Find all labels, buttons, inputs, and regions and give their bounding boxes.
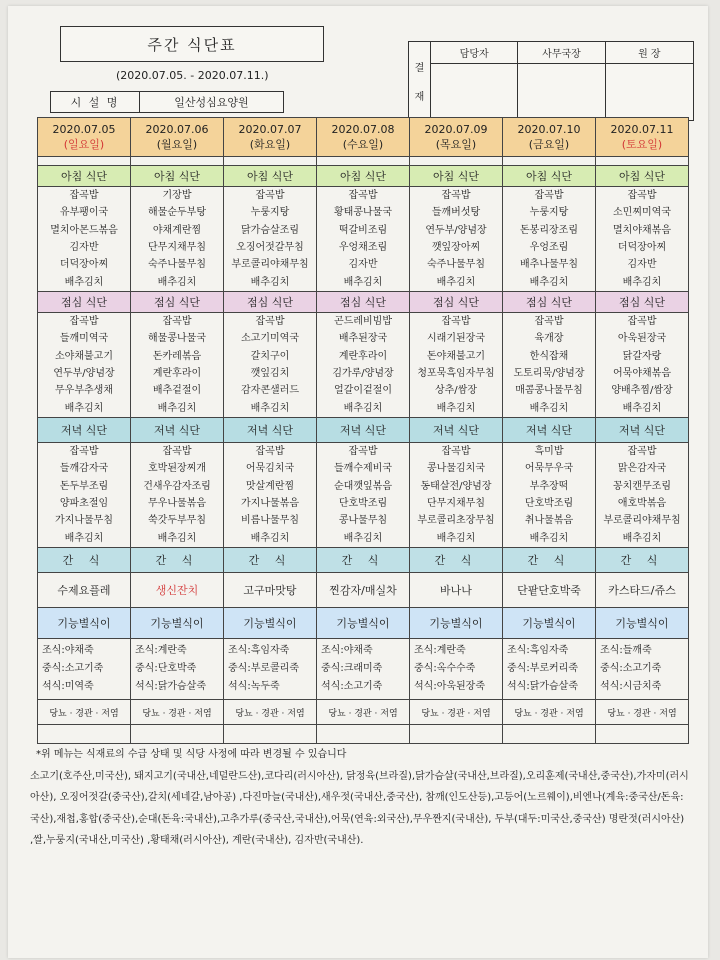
day-date: 2020.07.05 <box>52 123 116 136</box>
day-header <box>410 118 503 157</box>
menu-item: 김자반 <box>69 242 99 253</box>
menu-item: 잡곡밥 <box>255 446 285 458</box>
porridge-item: 조식:야채죽 <box>321 645 373 656</box>
day-date: 2020.07.09 <box>424 123 488 136</box>
menu-item: 배추김치 <box>343 276 383 288</box>
menu-item: 호박된장찌개 <box>148 463 206 475</box>
condition-row <box>38 639 689 700</box>
menu-item: 배추김치 <box>622 532 662 544</box>
lunch-section-label: 점심 식단 <box>38 292 131 313</box>
menu-item: 떡갈비조림 <box>338 224 388 236</box>
menu-item: 곤드레비빔밥 <box>334 316 392 328</box>
menu-item: 콩나물무침 <box>338 515 388 527</box>
approval-col-manager: 담당자 <box>431 42 518 64</box>
menu-item: 숙주나물무침 <box>427 259 485 271</box>
menu-item: 잡곡밥 <box>627 190 657 202</box>
menu-item: 누룽지탕 <box>529 207 569 219</box>
functional-diet-section-label: 기능별식이 <box>596 608 689 639</box>
menu-item: 얼갈이겉절이 <box>334 385 392 397</box>
menu-item: 한식잡채 <box>529 350 569 362</box>
lunch-section-label: 점심 식단 <box>224 292 317 313</box>
menu-item: 매콤콩나물무침 <box>515 385 583 397</box>
porridge-item: 중식:단호박죽 <box>135 663 197 674</box>
dinner-header-row <box>38 418 689 443</box>
approval-sign-director <box>606 64 693 120</box>
porridge-cell <box>317 639 410 700</box>
menu-item: 배추김치 <box>157 532 197 544</box>
snack-cell: 찐감자/매실차 <box>317 573 410 608</box>
menu-item: 콩나물김치국 <box>427 463 485 475</box>
menu-item: 어묵야채볶음 <box>613 368 671 379</box>
day-header <box>131 118 224 157</box>
lunch-cell <box>131 313 224 418</box>
porridge-item: 조식:계란죽 <box>414 645 466 656</box>
porridge-item: 조식:들깨죽 <box>600 645 652 656</box>
breakfast-cell <box>596 187 689 292</box>
porridge-item: 중식:소고기죽 <box>600 663 662 674</box>
menu-item: 동태살전/양념장 <box>420 480 492 492</box>
day-header <box>38 118 131 157</box>
origin-text: 소고기(호주산,미국산), 돼지고기(국내산,네덜란드산),코다리(러시아산), 닭정육(브라질),닭가슴살(국내산,브라질),오리훈제(국내산,중국산),가자미(러시아산), 오징어젓갈(중국산),갈치(세네갈,남아공) ,다진마늘(국내산),새우젓(국내산,중국산), 참깨(인도산등),고등어(노르웨이),비엔나(계육:중국산/돈육:국산),재첩,홍합(중국산),순대(돈육:국내산),고추가루(중국산,국내산),어묵(연육:외국산),무우짠지(국내산), 두부(대두:미국산,중국산) 명란젓(러시아산) ,쌀,누룽지(국내산,미국산) ,황태채(러시아산), 계란(국내산), 김자반(국내산). <box>30 770 689 846</box>
diet-type-row <box>38 700 689 725</box>
menu-item: 들깨감자국 <box>59 463 109 475</box>
day-of-week: (목요일) <box>435 138 477 151</box>
menu-item: 소민찌미역국 <box>613 207 671 219</box>
menu-item: 맑은감자국 <box>617 463 667 475</box>
menu-item: 단무지채무침 <box>427 498 485 509</box>
menu-item: 기장밥 <box>162 190 192 202</box>
lunch-cell <box>38 313 131 418</box>
porridge-cell <box>38 639 131 700</box>
menu-item: 해물콩나물국 <box>148 333 206 345</box>
day-date: 2020.07.11 <box>610 123 674 136</box>
menu-item: 잡곡밥 <box>534 316 564 328</box>
menu-item: 돈봉리장조림 <box>520 224 578 236</box>
dinner-cell <box>317 443 410 548</box>
porridge-item: 석식:미역죽 <box>42 681 94 692</box>
breakfast-section-label: 아침 식단 <box>596 166 689 187</box>
lunch-section-label: 점심 식단 <box>596 292 689 313</box>
day-of-week: (월요일) <box>156 138 198 151</box>
snack-row <box>38 573 689 608</box>
menu-item: 잡곡밥 <box>162 316 192 328</box>
facility-name: 일산성심요양원 <box>174 96 249 109</box>
menu-item: 연두부/양념장 <box>53 368 115 379</box>
menu-item: 배추김치 <box>157 402 197 414</box>
blank-row <box>38 725 689 744</box>
dinner-cell <box>38 443 131 548</box>
menu-item: 갈치구이 <box>250 350 290 362</box>
menu-item: 배추김치 <box>622 276 662 288</box>
menu-item: 계란후라이 <box>152 368 202 379</box>
menu-item: 들깨미역국 <box>59 333 109 345</box>
menu-item: 잡곡밥 <box>441 190 471 202</box>
dinner-cell <box>410 443 503 548</box>
menu-item: 멸치야채볶음 <box>613 224 671 236</box>
porridge-cell <box>224 639 317 700</box>
breakfast-cell <box>503 187 596 292</box>
menu-item: 잡곡밥 <box>69 446 99 458</box>
menu-item: 잡곡밥 <box>255 190 285 202</box>
lunch-cell <box>317 313 410 418</box>
porridge-cell <box>503 639 596 700</box>
porridge-item: 석식:닭가슴살죽 <box>135 681 206 692</box>
menu-item: 계란후라이 <box>338 350 388 362</box>
approval-sign-manager <box>431 64 518 120</box>
menu-item: 돈두부조림 <box>59 480 109 492</box>
menu-item: 취나물볶음 <box>524 515 574 527</box>
menu-item: 오징어젓갈무침 <box>236 242 304 253</box>
menu-item: 김자반 <box>627 259 657 271</box>
menu-item: 돈야채불고기 <box>427 350 485 362</box>
notes <box>30 744 690 852</box>
date-range: (2020.07.05. - 2020.07.11.) <box>116 69 269 82</box>
snack-cell: 바나나 <box>410 573 503 608</box>
porridge-cell <box>410 639 503 700</box>
menu-item: 들깨수제비국 <box>334 463 392 475</box>
menu-item: 소고기미역국 <box>241 333 299 345</box>
menu-item: 닭갈자랑 <box>622 350 662 362</box>
functional-diet-section-label: 기능별식이 <box>317 608 410 639</box>
menu-item: 해물순두부탕 <box>148 207 206 219</box>
dinner-cell <box>131 443 224 548</box>
functional-diet-section-label: 기능별식이 <box>503 608 596 639</box>
lunch-section-label: 점심 식단 <box>317 292 410 313</box>
lunch-cell <box>503 313 596 418</box>
page-title: 주간 식단표 <box>60 26 324 62</box>
menu-item: 무우부추생채 <box>55 385 113 397</box>
snack-section-label: 간 식 <box>596 548 689 573</box>
menu-item: 김자반 <box>348 259 378 271</box>
dinner-section-label: 저녁 식단 <box>596 418 689 443</box>
lunch-row <box>38 313 689 418</box>
day-date: 2020.07.06 <box>145 123 209 136</box>
menu-item: 우엉조림 <box>529 242 569 253</box>
day-of-week: (금요일) <box>528 138 570 151</box>
dinner-section-label: 저녁 식단 <box>503 418 596 443</box>
lunch-section-label: 점심 식단 <box>410 292 503 313</box>
porridge-item: 중식:옥수수죽 <box>414 663 476 674</box>
menu-item: 배추김치 <box>250 532 290 544</box>
breakfast-section-label: 아침 식단 <box>38 166 131 187</box>
breakfast-section-label: 아침 식단 <box>224 166 317 187</box>
menu-item: 잡곡밥 <box>255 316 285 328</box>
porridge-item: 중식:부로콜리죽 <box>228 663 299 674</box>
day-of-week: (수요일) <box>342 138 384 151</box>
day-date: 2020.07.07 <box>238 123 302 136</box>
menu-item: 배추김치 <box>343 532 383 544</box>
menu-item: 양배추찜/쌈장 <box>611 385 673 397</box>
menu-item: 잡곡밥 <box>348 190 378 202</box>
menu-item: 배추김치 <box>529 532 569 544</box>
menu-item: 배추김치 <box>436 402 476 414</box>
day-header <box>317 118 410 157</box>
porridge-item: 조식:계란죽 <box>135 645 187 656</box>
menu-item: 부추장떡 <box>529 480 569 492</box>
menu-item: 야채계란찜 <box>152 224 202 236</box>
breakfast-cell <box>38 187 131 292</box>
menu-item: 잡곡밥 <box>627 316 657 328</box>
breakfast-cell <box>410 187 503 292</box>
menu-item: 우엉채조림 <box>338 242 388 253</box>
lunch-section-label: 점심 식단 <box>503 292 596 313</box>
porridge-item: 석식:소고기죽 <box>321 681 383 692</box>
menu-item: 배추김치 <box>529 276 569 288</box>
snack-cell: 카스타드/쥬스 <box>596 573 689 608</box>
snack-header-row <box>38 548 689 573</box>
diet-type-cell: 당뇨 · 경관 · 저염 <box>596 700 689 725</box>
blank-cell <box>503 725 596 744</box>
snack-section-label: 간 식 <box>317 548 410 573</box>
functional-diet-section-label: 기능별식이 <box>224 608 317 639</box>
menu-item: 누룽지탕 <box>250 207 290 219</box>
diet-type-cell: 당뇨 · 경관 · 저염 <box>503 700 596 725</box>
porridge-item: 석식:녹두죽 <box>228 681 280 692</box>
menu-item: 배추김치 <box>436 532 476 544</box>
blank-cell <box>38 725 131 744</box>
snack-section-label: 간 식 <box>38 548 131 573</box>
blank-cell <box>131 725 224 744</box>
day-header <box>596 118 689 157</box>
menu-item: 잡곡밥 <box>534 190 564 202</box>
day-of-week: (일요일) <box>63 138 105 151</box>
notice-text: *위 메뉴는 식재료의 수급 상태 및 식당 사정에 따라 변경될 수 있습니다 <box>36 749 347 760</box>
functional-diet-section-label: 기능별식이 <box>410 608 503 639</box>
breakfast-cell <box>131 187 224 292</box>
menu-item: 배추김치 <box>250 276 290 288</box>
menu-item: 감자콘샐러드 <box>241 385 299 397</box>
porridge-item: 중식:크래미죽 <box>321 663 383 674</box>
menu-item: 돈카레볶음 <box>152 350 202 362</box>
blank-cell <box>410 725 503 744</box>
menu-item: 배추김치 <box>64 532 104 544</box>
snack-section-label: 간 식 <box>131 548 224 573</box>
menu-item: 배추김치 <box>64 402 104 414</box>
snack-cell: 단팥단호박죽 <box>503 573 596 608</box>
menu-item: 잡곡밥 <box>69 190 99 202</box>
menu-item: 쑥갓두부무침 <box>148 515 206 527</box>
day-date: 2020.07.10 <box>517 123 581 136</box>
porridge-item: 석식:아욱된장죽 <box>414 681 485 692</box>
porridge-cell <box>131 639 224 700</box>
dinner-cell <box>503 443 596 548</box>
snack-cell: 수제요플레 <box>38 573 131 608</box>
diet-type-cell: 당뇨 · 경관 · 저염 <box>131 700 224 725</box>
menu-item: 어묵김치국 <box>245 463 295 475</box>
menu-item: 아욱된장국 <box>617 333 667 345</box>
menu-item: 배추김치 <box>64 276 104 288</box>
approval-side-label: 결 재 <box>409 42 431 120</box>
porridge-item: 조식:야채죽 <box>42 645 94 656</box>
dinner-cell <box>596 443 689 548</box>
day-date: 2020.07.08 <box>331 123 395 136</box>
day-of-week: (화요일) <box>249 138 291 151</box>
functional-diet-section-label: 기능별식이 <box>38 608 131 639</box>
porridge-item: 조식:흑임자죽 <box>228 645 290 656</box>
day-header <box>503 118 596 157</box>
menu-item: 비름나물무침 <box>241 515 299 527</box>
day-of-week: (토요일) <box>621 138 663 151</box>
menu-item: 육개장 <box>534 333 564 345</box>
menu-item: 잡곡밥 <box>162 446 192 458</box>
menu-item: 배추나물무침 <box>520 259 578 271</box>
menu-item: 가지나물볶음 <box>241 498 299 509</box>
menu-item: 애호박볶음 <box>617 498 667 509</box>
approval-col-secretary: 사무국장 <box>518 42 605 64</box>
menu-item: 배추김치 <box>436 276 476 288</box>
snack-section-label: 간 식 <box>410 548 503 573</box>
menu-item: 잡곡밥 <box>441 446 471 458</box>
menu-item: 배추겉절이 <box>152 385 202 397</box>
lunch-cell <box>410 313 503 418</box>
menu-item: 깻잎장아찌 <box>431 242 481 253</box>
lunch-header-row <box>38 292 689 313</box>
menu-item: 단무지채무침 <box>148 242 206 253</box>
menu-item: 배추김치 <box>157 276 197 288</box>
lunch-cell <box>596 313 689 418</box>
menu-item: 맛살계란찜 <box>245 480 295 492</box>
date-header-row <box>38 118 689 157</box>
menu-item: 무우나물볶음 <box>148 498 206 509</box>
breakfast-cell <box>317 187 410 292</box>
diet-type-cell: 당뇨 · 경관 · 저염 <box>410 700 503 725</box>
breakfast-row <box>38 187 689 292</box>
menu-item: 숙주나물무침 <box>148 259 206 271</box>
menu-item: 배추김치 <box>529 402 569 414</box>
dinner-section-label: 저녁 식단 <box>38 418 131 443</box>
approval-col-director: 원 장 <box>606 42 693 64</box>
dinner-cell <box>224 443 317 548</box>
menu-item: 흑미밥 <box>534 446 564 458</box>
menu-item: 더덕장아찌 <box>617 242 667 253</box>
porridge-cell <box>596 639 689 700</box>
blank-cell <box>596 725 689 744</box>
dinner-row <box>38 443 689 548</box>
breakfast-header-row <box>38 166 689 187</box>
blank-cell <box>224 725 317 744</box>
menu-item: 단호박조림 <box>524 498 574 509</box>
menu-item: 시래기된장국 <box>427 333 485 345</box>
menu-item: 깻잎김치 <box>250 368 290 379</box>
menu-item: 단호박조림 <box>338 498 388 509</box>
menu-item: 건새우감자조림 <box>143 480 211 492</box>
menu-item: 부로콜리야채무침 <box>603 515 681 527</box>
menu-item: 상추/쌈장 <box>434 385 477 397</box>
porridge-item: 중식:소고기죽 <box>42 663 104 674</box>
dinner-section-label: 저녁 식단 <box>131 418 224 443</box>
breakfast-section-label: 아침 식단 <box>317 166 410 187</box>
menu-item: 부로콜리초장무침 <box>417 515 495 527</box>
snack-cell: 고구마맛탕 <box>224 573 317 608</box>
menu-item: 양파초절임 <box>59 498 109 509</box>
menu-item: 유부팽이국 <box>59 207 109 219</box>
menu-item: 잡곡밥 <box>627 446 657 458</box>
porridge-item: 석식:시금치죽 <box>600 681 662 692</box>
menu-item: 청포묵흑임자무침 <box>417 368 495 379</box>
menu-item: 가지나물무침 <box>55 515 113 527</box>
diet-type-cell: 당뇨 · 경관 · 저염 <box>317 700 410 725</box>
menu-item: 배추김치 <box>622 402 662 414</box>
dinner-section-label: 저녁 식단 <box>317 418 410 443</box>
lunch-section-label: 점심 식단 <box>131 292 224 313</box>
menu-item: 더덕장아찌 <box>59 259 109 271</box>
menu-item: 배추김치 <box>250 402 290 414</box>
menu-item: 소야채불고기 <box>55 350 113 362</box>
menu-item: 어묵무우국 <box>524 463 574 475</box>
menu-item: 잡곡밥 <box>69 316 99 328</box>
weekly-menu-table <box>37 117 689 744</box>
snack-section-label: 간 식 <box>503 548 596 573</box>
porridge-item: 조식:흑임자죽 <box>507 645 569 656</box>
menu-item: 배추김치 <box>343 402 383 414</box>
menu-item: 배추된장국 <box>338 333 388 345</box>
day-header <box>224 118 317 157</box>
breakfast-section-label: 아침 식단 <box>131 166 224 187</box>
functional-diet-header-row <box>38 608 689 639</box>
menu-item: 잡곡밥 <box>441 316 471 328</box>
dinner-section-label: 저녁 식단 <box>224 418 317 443</box>
menu-item: 김가루/양념장 <box>332 368 394 379</box>
breakfast-section-label: 아침 식단 <box>410 166 503 187</box>
porridge-item: 석식:닭가슴살죽 <box>507 681 578 692</box>
facility-label: 시 설 명 <box>51 92 140 112</box>
menu-item: 들깨버섯탕 <box>431 207 481 219</box>
approval-box <box>408 41 694 121</box>
menu-item: 연두부/양념장 <box>425 224 487 236</box>
diet-type-cell: 당뇨 · 경관 · 저염 <box>224 700 317 725</box>
porridge-item: 중식:부로커리죽 <box>507 663 578 674</box>
menu-item: 부로콜리야채무침 <box>231 259 309 271</box>
menu-item: 순대깻잎볶음 <box>334 480 392 492</box>
snack-section-label: 간 식 <box>224 548 317 573</box>
lunch-cell <box>224 313 317 418</box>
facility-box <box>50 91 284 113</box>
blank-cell <box>317 725 410 744</box>
menu-item: 잡곡밥 <box>348 446 378 458</box>
menu-item: 멸치아몬드볶음 <box>50 224 118 236</box>
dinner-section-label: 저녁 식단 <box>410 418 503 443</box>
breakfast-cell <box>224 187 317 292</box>
diet-type-cell: 당뇨 · 경관 · 저염 <box>38 700 131 725</box>
approval-sign-secretary <box>518 64 605 120</box>
menu-item: 꽁치캔무조림 <box>613 480 671 492</box>
snack-cell: 생신잔치 <box>131 573 224 608</box>
breakfast-section-label: 아침 식단 <box>503 166 596 187</box>
functional-diet-section-label: 기능별식이 <box>131 608 224 639</box>
menu-item: 닭가슴살조림 <box>241 224 299 236</box>
menu-item: 황태콩나물국 <box>334 207 392 219</box>
menu-item: 도토리묵/양념장 <box>513 368 585 379</box>
